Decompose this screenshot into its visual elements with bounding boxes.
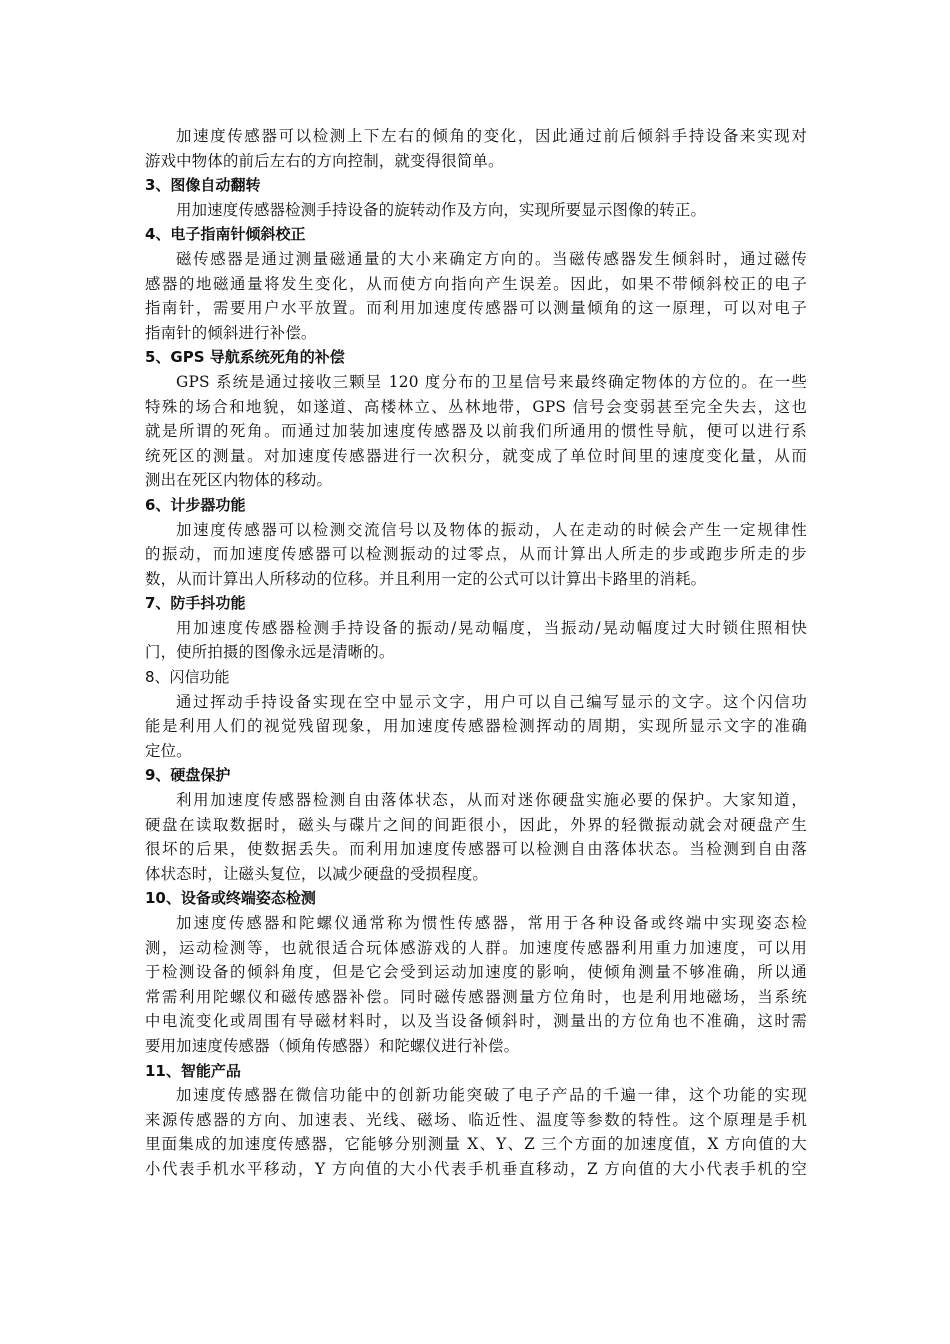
text-line: GPS 系统是通过接收三颗呈 120 度分布的卫星信号来最终确定物体的方位的。在一些 — [176, 372, 807, 391]
text-line: 的振动，而加速度传感器可以检测振动的过零点，从而计算出人所走的步或跑步所走的步 — [145, 545, 807, 564]
text-line: 里面集成的加速度传感器，它能够分别测量 X、Y、Z 三个方面的加速度值，X 方向值的大 — [145, 1135, 807, 1154]
section-gps-dead-zone — [145, 345, 807, 493]
section-heading: 4、电子指南针倾斜校正 — [145, 225, 306, 244]
text-line: 很坏的后果，使数据丢失。而利用加速度传感器可以检测自由落体状态。当检测到自由落 — [145, 840, 807, 859]
document-page — [145, 124, 807, 1182]
text-line: 体状态时，让磁头复位，以减少硬盘的受损程度。 — [145, 864, 488, 883]
text-line: 通过挥动手持设备实现在空中显示文字，用户可以自己编写显示的文字。这个闪信功 — [176, 692, 807, 711]
text-line: 统死区的测量。对加速度传感器进行一次积分，就变成了单位时间里的速度变化量，从而 — [145, 446, 807, 465]
text-line: 定位。 — [145, 741, 192, 760]
section-heading: 7、防手抖功能 — [145, 594, 246, 613]
section-anti-shake — [145, 591, 807, 665]
text-line: 测出在死区内物体的移动。 — [145, 471, 333, 490]
text-line: 用加速度传感器检测手持设备的振动/晃动幅度，当振动/晃动幅度过大时锁住照相快 — [176, 618, 807, 637]
text-line: 加速度传感器可以检测交流信号以及物体的振动，人在走动的时候会产生一定规律性 — [176, 520, 807, 539]
text-line: 测，运动检测等，也就很适合玩体感游戏的人群。加速度传感器利用重力加速度，可以用 — [145, 938, 807, 957]
text-line: 利用加速度传感器检测自由落体状态，从而对迷你硬盘实施必要的保护。大家知道， — [176, 791, 807, 810]
section-image-rotation — [145, 173, 807, 222]
text-line: 硬盘在读取数据时，磁头与碟片之间的间距很小，因此，外界的轻微振动就会对硬盘产生 — [145, 815, 807, 834]
section-heading: 10、设备或终端姿态检测 — [145, 889, 316, 908]
text-line: 能是利用人们的视觉残留现象，用加速度传感器检测挥动的周期，实现所显示文字的准确 — [145, 717, 807, 736]
section-pedometer — [145, 493, 807, 591]
text-line: 磁传感器是通过测量磁通量的大小来确定方向的。当磁传感器发生倾斜时，通过磁传 — [176, 249, 807, 268]
section-heading: 6、计步器功能 — [145, 495, 246, 514]
section-hard-disk-protection — [145, 763, 807, 886]
text-line: 于检测设备的倾斜角度，但是它会受到运动加速度的影响，使倾角测量不够准确，所以通 — [145, 963, 807, 982]
text-line: 就是所谓的死角。而通过加装加速度传感器及以前我们所通用的惯性导航，便可以进行系 — [145, 422, 807, 441]
text-line: 中电流变化或周围有导磁材料时，以及当设备倾斜时，测量出的方位角也不准确，这时需 — [145, 1012, 807, 1031]
text-line: 指南针，需要用户水平放置。而利用加速度传感器可以测量倾角的这一原理，可以对电子 — [145, 299, 807, 318]
text-line: 门，使所拍摄的图像永远是清晰的。 — [145, 643, 395, 662]
section-smart-products — [145, 1059, 807, 1182]
intro-paragraph — [145, 124, 807, 173]
text-line: 游戏中物体的前后左右的方向控制，就变得很简单。 — [145, 151, 504, 170]
text-line: 感器的地磁通量将发生变化，从而使方向指向产生误差。因此，如果不带倾斜校正的电子 — [145, 274, 807, 293]
section-heading: 5、GPS 导航系统死角的补偿 — [145, 348, 345, 367]
section-flash-message — [145, 665, 807, 763]
text-line: 特殊的场合和地貌，如遂道、高楼林立、丛林地带，GPS 信号会变弱甚至完全失去，这也 — [145, 397, 807, 416]
text-line: 数，从而计算出人所移动的位移。并且利用一定的公式可以计算出卡路里的消耗。 — [145, 569, 707, 588]
text-line: 加速度传感器可以检测上下左右的倾角的变化，因此通过前后倾斜手持设备来实现对 — [176, 127, 807, 145]
text-line: 用加速度传感器检测手持设备的旋转动作及方向，实现所要显示图像的转正。 — [176, 200, 707, 219]
text-line: 来源传感器的方向、加速表、光线、磁场、临近性、温度等参数的特性。这个原理是手机 — [145, 1110, 807, 1129]
section-attitude-detection — [145, 886, 807, 1058]
section-heading: 9、硬盘保护 — [145, 766, 231, 785]
section-heading: 11、智能产品 — [145, 1061, 241, 1080]
text-line: 指南针的倾斜进行补偿。 — [145, 323, 317, 342]
text-line: 小代表手机水平移动，Y 方向值的大小代表手机垂直移动，Z 方向值的大小代表手机的空 — [145, 1159, 807, 1178]
text-line: 常需利用陀螺仪和磁传感器补偿。同时磁传感器测量方位角时，也是利用地磁场，当系统 — [145, 987, 807, 1006]
section-heading: 3、图像自动翻转 — [145, 176, 261, 195]
section-heading: 8、闪信功能 — [145, 668, 230, 687]
section-compass-tilt-correction — [145, 222, 807, 345]
text-line: 加速度传感器和陀螺仪通常称为惯性传感器，常用于各种设备或终端中实现姿态检 — [176, 914, 807, 932]
text-line: 加速度传感器在微信功能中的创新功能突破了电子产品的千遍一律，这个功能的实现 — [176, 1086, 807, 1105]
text-line: 要用加速度传感器（倾角传感器）和陀螺仪进行补偿。 — [145, 1036, 520, 1055]
